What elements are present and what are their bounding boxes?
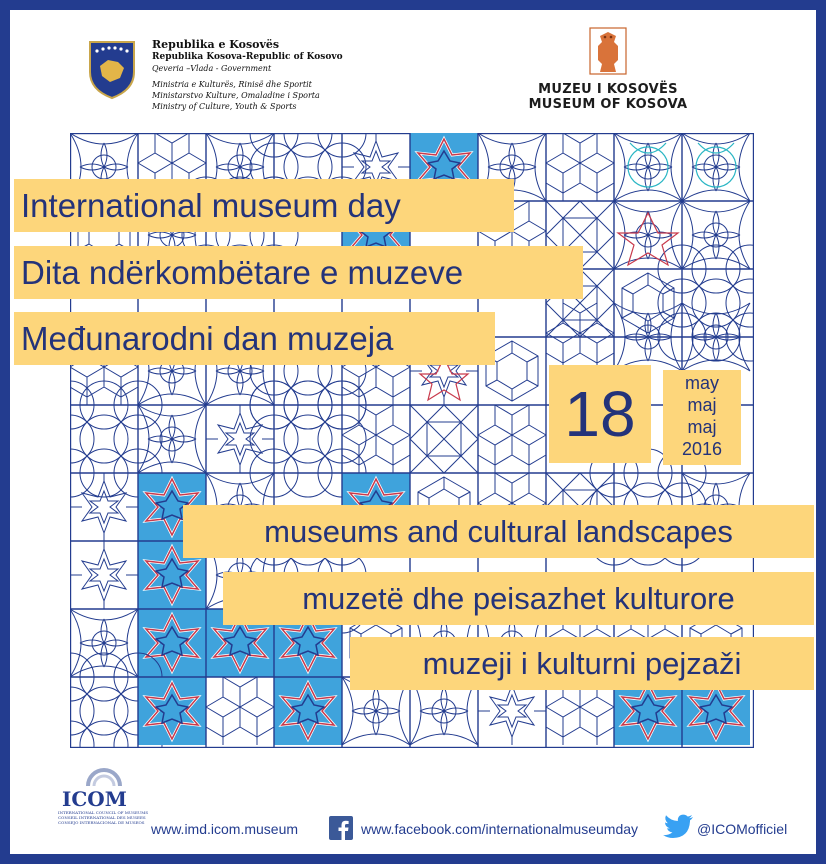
government-name-sq: Republika e Kosovës (152, 38, 280, 51)
government-line: Qeveria –Vlada - Government (152, 64, 272, 73)
headline-sr: Međunarodni dan muzeja (14, 312, 495, 365)
museum-figurine-icon (588, 26, 628, 82)
date-month-sq: maj (687, 395, 717, 415)
theme-sq: muzetë dhe peisazhet kulturore (223, 572, 814, 625)
museum-name-sq: MUZEU I KOSOVËS (538, 82, 678, 97)
date-day: 18 (549, 365, 651, 463)
theme-sr: muzeji i kulturni pejzaži (350, 637, 814, 690)
icom-logo (58, 764, 150, 840)
museum-name-en: MUSEUM OF KOSOVA (528, 97, 688, 112)
icom-emblem-icon (58, 764, 150, 810)
twitter-handle[interactable]: @ICOMofficiel (697, 821, 788, 837)
website-link[interactable]: www.imd.icom.museum (151, 821, 299, 837)
icom-line-3: CONSEJO INTERNACIONAL DE MUSEOS (58, 820, 145, 825)
footer (10, 758, 816, 854)
date-month-sr: maj (687, 417, 717, 437)
headline-sq: Dita ndërkombëtare e muzeve (14, 246, 583, 299)
date-month-en: may (684, 373, 719, 393)
ministry-en: Ministry of Culture, Youth & Sports (152, 102, 297, 111)
twitter-icon[interactable] (662, 814, 694, 840)
kosovo-coat-of-arms-icon (86, 38, 138, 100)
icom-logo-text: ICOM (62, 787, 127, 810)
icom-line-1: INTERNATIONAL COUNCIL OF MUSEUMS (58, 810, 149, 815)
museum-logo (518, 26, 698, 112)
facebook-link[interactable]: www.facebook.com/internationalmuseumday (361, 821, 639, 837)
ministry-sr: Ministarstvo Kulture, Omaladine i Sporta (152, 91, 320, 100)
headline-en: International museum day (14, 179, 514, 232)
facebook-icon[interactable] (329, 816, 353, 840)
ministry-sq: Ministria e Kulturës, Rinisë dhe Sportit (152, 80, 312, 89)
icom-line-2: CONSEIL INTERNATIONAL DES MUSEES (58, 815, 146, 820)
date-year: 2016 (681, 439, 723, 459)
date-month-year (663, 370, 741, 465)
theme-en: museums and cultural landscapes (183, 505, 814, 558)
government-name-sr-en: Republika Kosova-Republic of Kosovo (152, 52, 343, 62)
